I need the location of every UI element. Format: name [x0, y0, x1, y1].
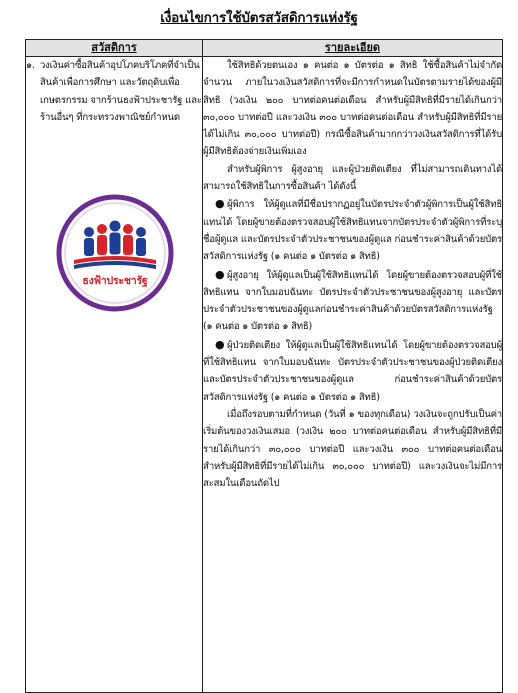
- welfare-conditions-table: [25, 39, 503, 693]
- bullet-elderly: ● ผู้สูงอายุ ให้ผู้ดูแลเป็นผู้ใช้สิทธิแทนได้ โดยผู้ขายต้องตรวจสอบผู้ที่ใช้สิทธิแทน จากใบมอบฉันทะ บัตรประจำตัวประชาชนของผู้สูงอายุ และบัตรประจำตัวประชาชนของผู้ดูแลก่อนชำระค่าสินค้าด้วยบัตรสวัสดิการแห่งรัฐ (๑ คนต่อ ๑ บัตรต่อ ๑ สิทธิ): [203, 267, 502, 333]
- logo-text: ธงฟ้าประชารัฐ: [82, 275, 148, 288]
- details-paragraph-2: สำหรับผู้พิการ ผู้สูงอายุ และผู้ป่วยติดเตียง ที่ไม่สามารถเดินทางได้ สามารถใช้สิทธิในการซื้อสินค้า ได้ดังนี้: [203, 163, 502, 193]
- details-paragraph-3: เมื่อถึงรอบตามที่กำหนด (วันที่ ๑ ของทุกเดือน) วงเงินจะถูกปรับเป็นค่าเริ่มต้นของวงเงินเสมอ (วงเงิน ๒๐๐ บาทต่อคนต่อเดือน สำหรับผู้มีสิทธิที่มีรายได้เกินกว่า ๓๐,๐๐๐ บาทต่อปี และวงเงิน ๓๐๐ บาทต่อคนต่อเดือน สำหรับผู้มีสิทธิที่มีรายได้ไม่เกิน ๓๐,๐๐๐ บาทต่อปี) และวงเงินจะไม่มีการสะสมในเดือนถัดไป: [203, 408, 502, 490]
- item-number: ๑.: [26, 60, 35, 71]
- welfare-item: [26, 57, 202, 126]
- bullet-icon: ●: [215, 337, 225, 351]
- thongfah-pracharat-logo: [56, 194, 174, 312]
- table-header-row: [26, 40, 503, 57]
- details-cell: [203, 57, 503, 693]
- bullet-icon: ●: [215, 267, 225, 281]
- item-text: วงเงินค่าซื้อสินค้าอุปโภคบริโภคที่จำเป็น สินค้าเพื่อการศึกษา และวัตถุดิบเพื่อเกษตรกรรม จากร้านธงฟ้าประชารัฐ และร้านอื่นๆ ที่กระทรวงพาณิชย์กำหนด: [40, 60, 202, 123]
- welfare-cell: [26, 57, 203, 693]
- bullet-bedridden: ● ผู้ป่วยติดเตียง ให้ผู้ดูแลเป็นผู้ใช้สิทธิแทนได้ โดยผู้ขายต้องตรวจสอบผู้ที่ใช้สิทธิแทน จากใบมอบฉันทะ บัตรประจำตัวประชาชนของผู้ป่วยติดเตียง และบัตรประจำตัวประชาชนของผู้ดูแล ก่อนชำระค่าสินค้าด้วยบัตรสวัสดิการแห่งรัฐ (๑ คนต่อ ๑ บัตรต่อ ๑ สิทธิ): [203, 337, 502, 403]
- bullet-disabled: ● ผู้พิการ ให้ผู้ดูแลที่มีชื่อปรากฏอยู่ในบัตรประจำตัวผู้พิการเป็นผู้ใช้สิทธิแทนได้ โดยผู้ขายต้องตรวจสอบผู้ใช้สิทธิแทนจากบัตรประจำตัวผู้พิการที่ระบุชื่อผู้ดูแล และบัตรประจำตัวประชาชนของผู้ดูแล ก่อนชำระค่าสินค้าด้วยบัตรสวัสดิการแห่งรัฐ (๑ คนต่อ ๑ บัตรต่อ ๑ สิทธิ): [203, 197, 502, 263]
- header-details: รายละเอียด: [203, 40, 503, 57]
- document-title: เงื่อนไขการใช้บัตรสวัสดิการแห่งรัฐ: [160, 10, 358, 26]
- table-row: [26, 57, 503, 693]
- header-welfare: สวัสดิการ: [26, 40, 203, 57]
- details-paragraph-1: ใช้สิทธิด้วยตนเอง ๑ คนต่อ ๑ บัตรต่อ ๑ สิทธิ ใช้ซื้อสินค้าไม่จำกัดจำนวน ภายในวงเงินสวัสดิการที่จะมีการกำหนดในบัตรตามรายได้ของผู้มีสิทธิ (วงเงิน ๒๐๐ บาทต่อคนต่อเดือน สำหรับผู้มีสิทธิที่มีรายได้เกินกว่า ๓๐,๐๐๐ บาทต่อปี และวงเงิน ๓๐๐ บาทต่อคนต่อเดือน สำหรับผู้มีสิทธิที่มีรายได้ไม่เกิน ๓๐,๐๐๐ บาทต่อปี) กรณีซื้อสินค้ามากกว่าวงเงินสวัสดิการที่ได้รับ ผู้มีสิทธิต้องจ่ายเงินเพิ่มเอง: [203, 60, 502, 158]
- bullet-icon: ●: [215, 197, 225, 211]
